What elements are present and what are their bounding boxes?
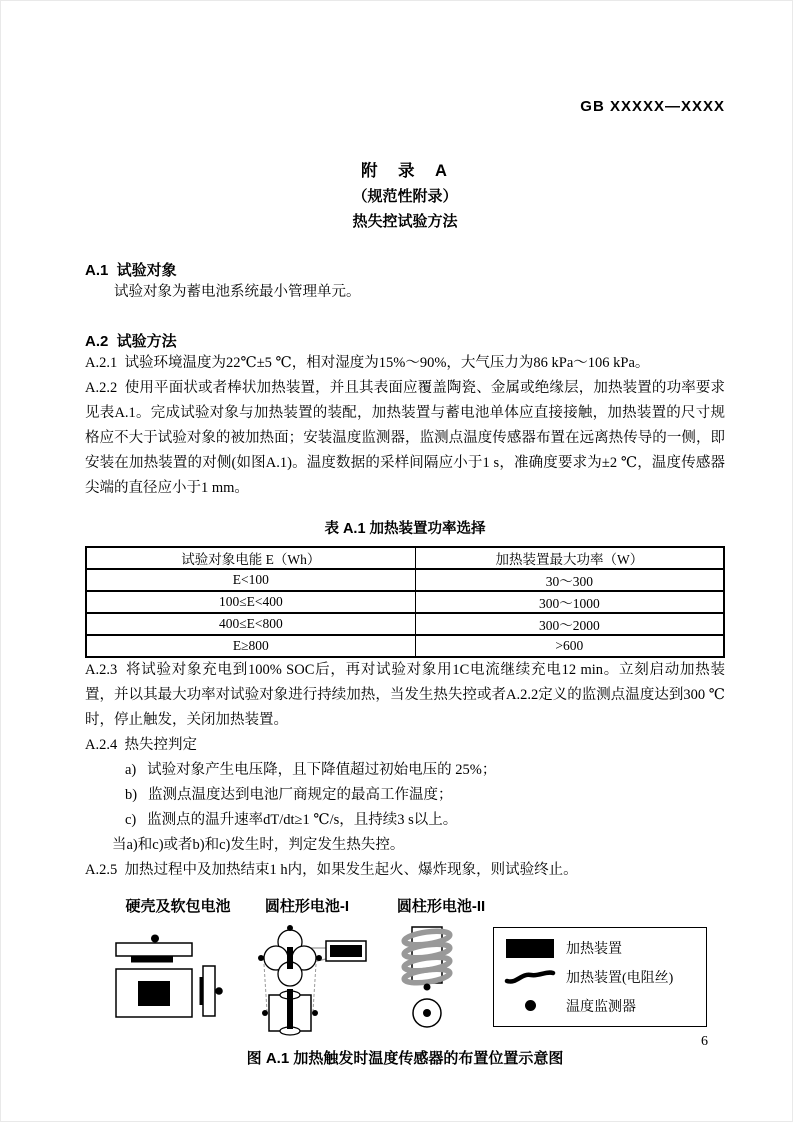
judgment-item-a: a) 试验对象产生电压降，且下降值超过初始电压的 25%；: [125, 762, 497, 778]
figure-legend: [493, 927, 707, 1027]
table-header-energy: 试验对象电能 E（Wh）: [86, 547, 415, 569]
prismatic-pouch-cell-diagram: [115, 933, 225, 1033]
table-header-power: 加热装置最大功率（W）: [415, 547, 724, 569]
table-caption: 表 A.1 加热装置功率选择: [324, 521, 486, 537]
table-cell-energy: 100≤E<400: [86, 591, 415, 613]
judgment-item-c: c) 监测点的温升速率dT/dt≥1 ℃/s，且持续3 s以上。: [125, 812, 458, 828]
diagram-label-cylindrical-1: 圆柱形电池-I: [264, 898, 350, 915]
appendix-subject: 热失控试验方法: [352, 213, 458, 230]
table-cell-energy: E≥800: [86, 635, 415, 657]
clause-a22: A.2.2 使用平面状或者棒状加热装置，并且其表面应覆盖陶瓷、金属或绝缘层，加热装置的功率要求见表A.1。完成试验对象与加热装置的装配，加热装置与蓄电池单体应直接接触，加热装置的尺寸规格应不大于试验对象的被加热面；安装温度监测器，监测点温度传感器布置在远离热传导的一侧，即安装在加热装置的对侧(如图A.1)。温度数据的采样间隔应小于1 s，准确度要求为±2 ℃，温度传感器尖端的直径应小于1 mm。: [85, 380, 725, 496]
legend-item-temperature-monitor: [494, 993, 706, 1019]
heater-power-table: [85, 546, 725, 658]
diagram-label-cylindrical-2: 圆柱形电池-II: [396, 898, 486, 915]
figure-caption: 图 A.1 加热触发时温度传感器的布置位置示意图: [246, 1050, 564, 1067]
clause-a25: A.2.5 加热过程中及加热结束1 h内，如果发生起火、爆炸现象，则试验终止。: [85, 862, 578, 878]
table-row: [86, 591, 724, 613]
judgment-item-b: b) 监测点温度达到电池厂商规定的最高工作温度；: [125, 787, 453, 803]
clause-a24-heading: A.2.4 热失控判定: [85, 737, 197, 753]
table-row: [86, 569, 724, 591]
section-a1-heading: A.1 试验对象: [85, 262, 177, 279]
section-a2-heading: A.2 试验方法: [85, 333, 177, 350]
resistance-wire-icon: [504, 968, 556, 986]
table-cell-energy: 400≤E<800: [86, 613, 415, 635]
section-a1-body: 试验对象为蓄电池系统最小管理单元。: [114, 284, 361, 300]
legend-item-heater: [494, 935, 706, 961]
cylindrical-cell-2-diagram: [390, 923, 490, 1035]
diagram-label-prismatic-pouch: 硬壳及软包电池: [125, 898, 231, 915]
appendix-title: 附 录 A: [361, 162, 449, 180]
legend-item-resistance-wire: [494, 964, 706, 990]
table-cell-power: 30～300: [415, 569, 724, 591]
table-row: [86, 613, 724, 635]
table-cell-energy: E<100: [86, 569, 415, 591]
legend-label: 加热装置(电阻丝): [566, 970, 674, 986]
clause-a21: A.2.1 试验环境温度为22℃±5 ℃，相对湿度为15%～90%，大气压力为86 kPa～106 kPa。: [85, 355, 650, 371]
legend-label: 加热装置: [566, 942, 622, 958]
table-cell-power: >600: [415, 635, 724, 657]
clause-a23: A.2.3 将试验对象充电到100% SOC后，再对试验对象用1C电流继续充电12 min。立刻启动加热装置，并以其最大功率对试验对象进行持续加热，当发生热失控或者A.2.2定义的监测点温度达到300 ℃时，停止触发，关闭加热装置。: [85, 662, 725, 728]
cylindrical-cell-1-diagram: [250, 919, 380, 1037]
legend-label: 温度监测器: [566, 999, 636, 1015]
page-number: 6: [701, 1034, 708, 1049]
heater-block-icon: [506, 939, 554, 958]
judgment-conclusion: 当a)和c)或者b)和c)发生时，判定发生热失控。: [112, 837, 405, 853]
appendix-title-block: [85, 159, 725, 234]
table-cell-power: 300～1000: [415, 591, 724, 613]
table-cell-power: 300～2000: [415, 613, 724, 635]
temperature-monitor-dot-icon: [525, 1000, 536, 1011]
table-header-row: [86, 547, 724, 569]
standard-number: GB XXXXX—XXXX: [580, 98, 725, 115]
figure-a1: [85, 895, 725, 1043]
table-row: [86, 635, 724, 657]
appendix-normative-note: （规范性附录）: [352, 188, 458, 205]
